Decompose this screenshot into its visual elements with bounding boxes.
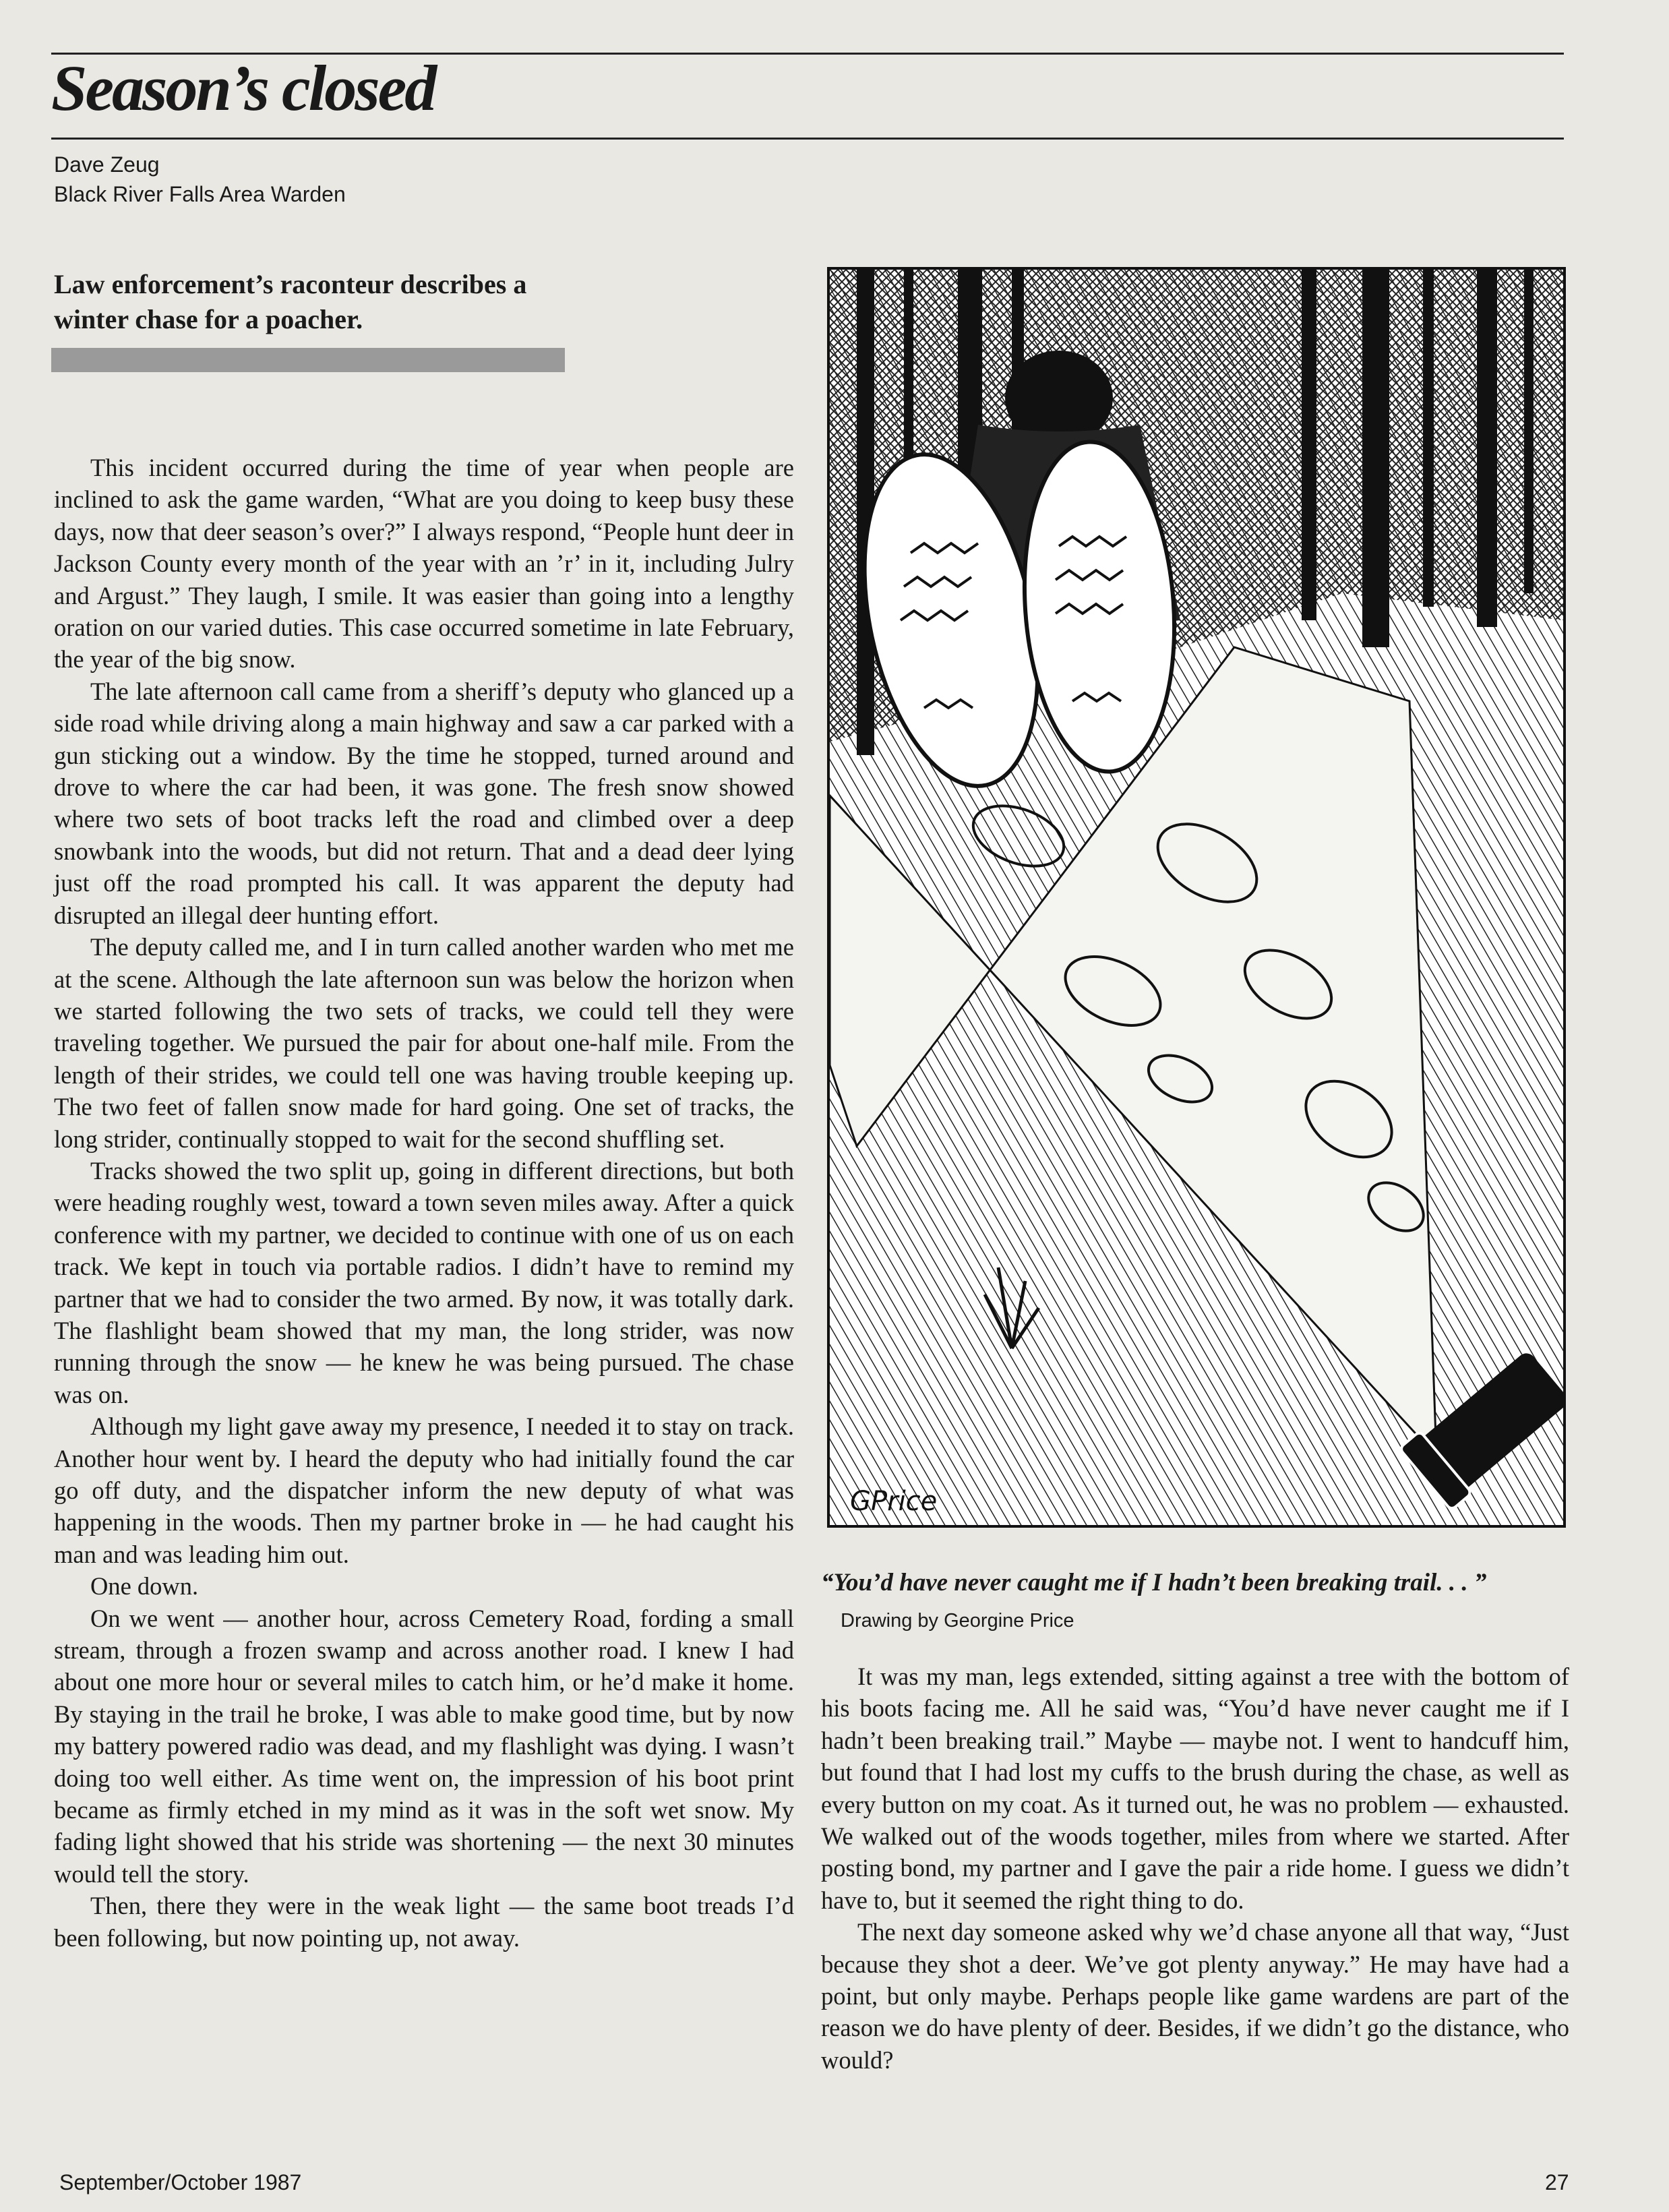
body-paragraph: This incident occurred during the time of year when people are inclined to ask the game warden, “What are you doing to keep busy these days, now that deer season’s over?” I always respond, “People hunt deer in Jackson County every month of the year with an ’r’ in it, including Julry and Argust.” They laugh, I smile. It was easier than going into a lengthy oration on our varied duties. This case occurred sometime in late February, the year of the big snow. xyxy=(54,454,794,674)
article-title: Season’s closed xyxy=(51,52,435,124)
title-rule xyxy=(51,138,1564,140)
body-column-right xyxy=(821,1661,1569,2076)
author-name: Dave Zeug xyxy=(54,152,160,177)
illustration xyxy=(827,267,1566,1528)
deck-bar xyxy=(51,348,565,372)
body-paragraph: The next day someone asked why we’d chase anyone all that way, “Just because they shot a deer. We’ve got plenty anyway.” He may have had a point, but only maybe. Perhaps people like game wardens are part of the reason we do have plenty of deer. Besides, if we didn’t go the distance, who would? xyxy=(821,1918,1569,2074)
illustration-caption: “You’d have never caught me if I hadn’t been breaking trail. . . ” xyxy=(821,1569,1487,1596)
issue-date: September/October 1987 xyxy=(59,2170,302,2194)
body-paragraph: Tracks showed the two split up, going in different directions, but both were heading roughly west, toward a town seven miles away. After a quick conference with my partner, we decided to continue with one of us on each track. We kept in touch via portable radios. I didn’t have to remind my partner that we had to consider the two armed. By now, it was totally dark. The flashlight beam showed that my man, the long strider, was now running through the snow — he knew he was being pursued. The chase was on. xyxy=(54,1156,794,1408)
page-number: 27 xyxy=(1545,2170,1569,2194)
body-paragraph: Then, there they were in the weak light — the same boot treads I’d been following, but now pointing up, not away. xyxy=(54,1892,794,1952)
body-paragraph: The late afternoon call came from a sheriff’s deputy who glanced up a side road while driving along a main highway and saw a car parked with a gun sticking out a window. By the time he stopped, turned around and drove to where the car had been, it was gone. The fresh snow showed where two sets of boot tracks left the road and climbed over a deep snowbank into the woods, but did not return. That and a dead deer lying just off the road prompted his call. It was apparent the deputy had disrupted an illegal deer hunting effort. xyxy=(54,677,794,929)
artist-signature: GPrice xyxy=(850,1486,938,1517)
body-paragraph: On we went — another hour, across Cemetery Road, fording a small stream, through a frozen swamp and across another road. I knew I had about one more hour or several miles to catch him, or he’d make it home. By staying in the trail he broke, I was able to make good time, but by now my battery powered radio was dead, and my flashlight was dying. I wasn’t doing too well either. As time went on, the impression of his boot print became as firmly etched in my mind as it was in the soft wet snow. My fading light showed that his stride was shortening — the next 30 minutes would tell the story. xyxy=(54,1604,794,1888)
body-paragraph: Although my light gave away my presence, I needed it to stay on track. Another hour went by. I heard the deputy who had initially found the car go off duty, and the dispatcher inform the new deputy of what was happening in the woods. Then my partner broke in — he had caught his man and was leading him out. xyxy=(54,1412,794,1568)
author-role: Black River Falls Area Warden xyxy=(54,182,346,206)
body-column-left xyxy=(54,452,794,1954)
body-paragraph: It was my man, legs extended, sitting against a tree with the bottom of his boots facing me. All he said was, “You’d have never caught me if I hadn’t been breaking trail.” Maybe — maybe not. I went to handcuff him, but found that I had lost my cuffs to the brush during the chase, as well as every button on my coat. As it turned out, he was no problem — exhausted. We walked out of the woods together, miles from where we started. After posting bond, my partner and I gave the pair a ride home. I guess we didn’t have to, but it seemed the right thing to do. xyxy=(821,1663,1569,1914)
deck-line-2: winter chase for a poacher. xyxy=(54,304,363,334)
article-deck xyxy=(54,267,580,337)
body-paragraph: The deputy called me, and I in turn called another warden who met me at the scene. Although the late afternoon sun was below the horizon when we started following the two sets of tracks, we could tell they were traveling together. We pursued the pair for about one-half mile. From the length of their strides, we could tell one was having trouble keeping up. The two feet of fallen snow made for hard going. One set of tracks, the long strider, continually stopped to wait for the second shuffling set. xyxy=(54,933,794,1153)
body-paragraph: One down. xyxy=(90,1572,199,1601)
byline xyxy=(54,150,346,209)
deck-line-1: Law enforcement’s raconteur describes a xyxy=(54,269,527,299)
illustration-drawing xyxy=(830,270,1563,1525)
illustration-credit: Drawing by Georgine Price xyxy=(841,1610,1074,1632)
